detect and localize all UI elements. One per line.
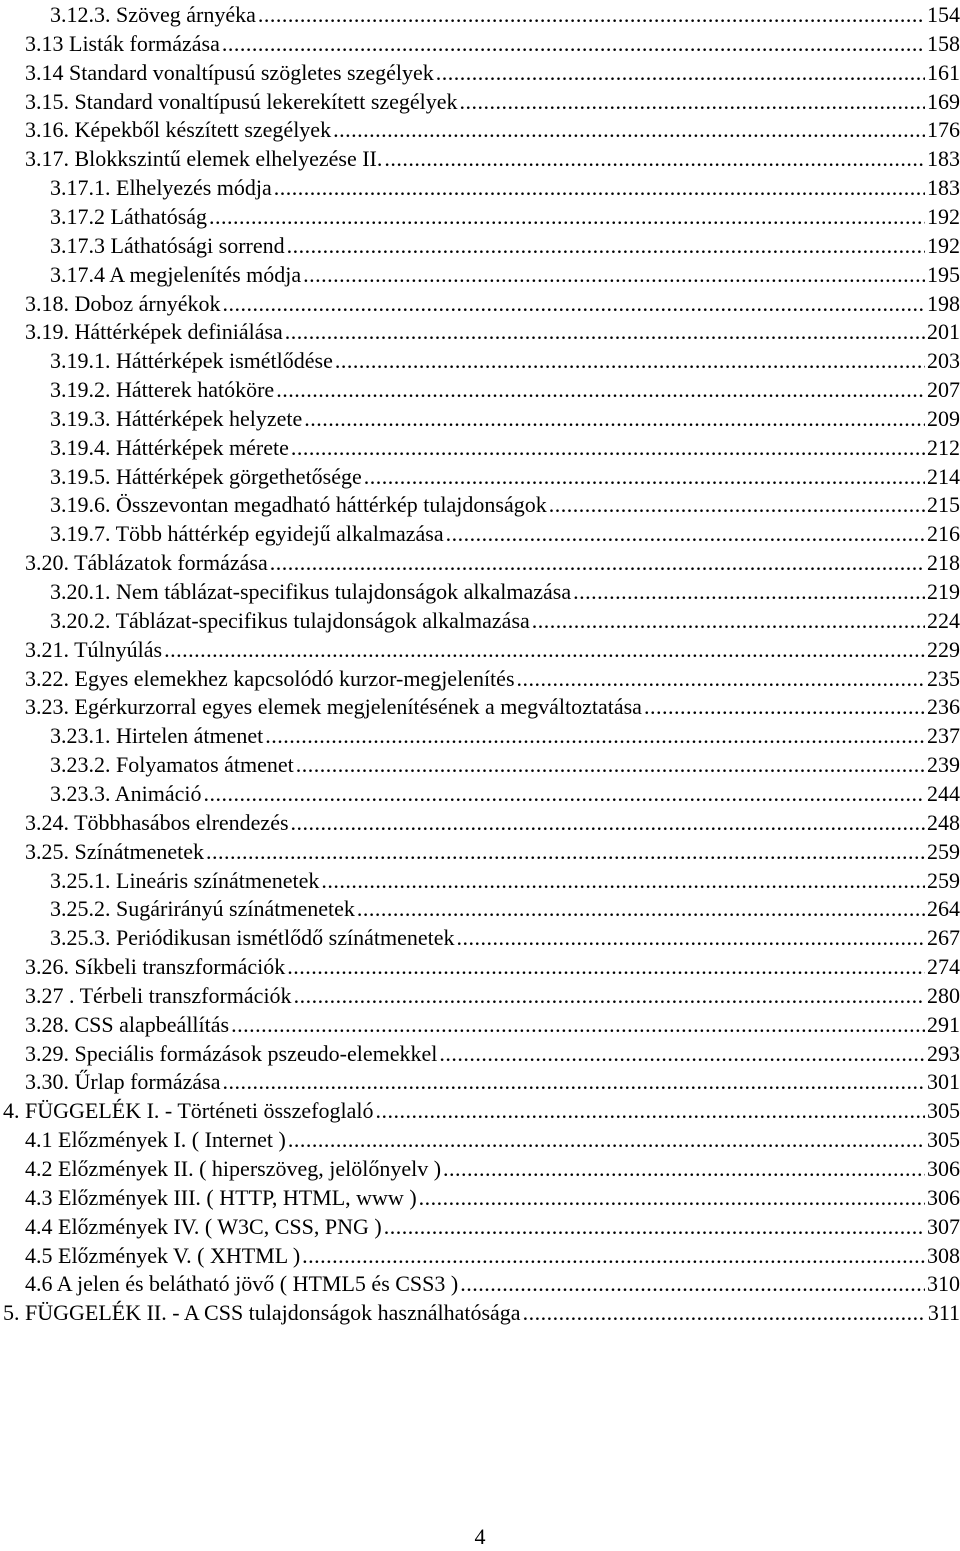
toc-entry-title: 3.17.2 Láthatóság [50, 203, 208, 229]
toc-entry-title: 3.27 . Térbeli transzformációk [25, 982, 292, 1008]
toc-entry-page: 248 [927, 809, 960, 835]
toc-entry-title: 3.19.2. Hátterek hatóköre [50, 377, 275, 403]
toc-dot-leader [384, 144, 925, 173]
toc-dot-leader [265, 721, 925, 750]
toc-entry[interactable] [50, 894, 960, 923]
toc-entry[interactable] [25, 692, 960, 721]
toc-entry-page: 274 [927, 954, 960, 980]
toc-entry[interactable] [25, 144, 960, 173]
toc-entry-title: 3.20.2. Táblázat-specifikus tulajdonságok alkalmazása [50, 607, 530, 633]
toc-entry[interactable] [25, 115, 960, 144]
toc-dot-leader [523, 1298, 926, 1327]
toc-entry[interactable] [50, 231, 960, 260]
toc-dot-leader [231, 1010, 925, 1039]
toc-entry-page: 229 [927, 636, 960, 662]
toc-entry-page: 306 [927, 1156, 960, 1181]
toc-entry[interactable] [25, 952, 960, 981]
toc-entry-title: 3.12.3. Szöveg árnyéka [50, 2, 256, 27]
toc-entry[interactable] [25, 1241, 960, 1270]
toc-entry[interactable] [50, 346, 960, 375]
toc-dot-leader [206, 837, 925, 866]
toc-dot-leader [439, 1039, 925, 1068]
toc-entry[interactable] [50, 779, 960, 808]
toc-dot-leader [304, 404, 925, 433]
toc-dot-leader [436, 58, 925, 87]
toc-dot-leader [296, 750, 925, 779]
toc-entry[interactable] [50, 173, 960, 202]
toc-entry-title: 3.20. Táblázatok formázása [25, 550, 268, 576]
toc-entry-page: 209 [927, 405, 960, 431]
toc-dot-leader [460, 87, 925, 116]
toc-entry-title: 3.14 Standard vonaltípusú szögletes szegélyek [25, 59, 434, 85]
toc-dot-leader [644, 692, 925, 721]
toc-dot-leader [258, 0, 925, 29]
toc-dot-leader [335, 346, 925, 375]
toc-entry[interactable] [25, 808, 960, 837]
toc-entry[interactable] [25, 1183, 960, 1212]
toc-entry[interactable] [25, 29, 960, 58]
toc-dot-leader [460, 1269, 925, 1298]
toc-entry-title: 5. FÜGGELÉK II. - A CSS tulajdonságok használhatósága [3, 1300, 521, 1326]
toc-entry-page: 236 [927, 694, 960, 720]
toc-entry-title: 4.5 Előzmények V. ( XHTML ) [25, 1242, 301, 1268]
toc-entry-title: 3.13 Listák formázása [25, 30, 220, 56]
toc-entry-page: 154 [927, 2, 960, 27]
toc-entry-page: 293 [927, 1040, 960, 1066]
toc-entry[interactable] [25, 58, 960, 87]
toc-entry-page: 215 [927, 492, 960, 518]
toc-entry-page: 219 [927, 579, 960, 604]
toc-entry[interactable] [3, 1298, 960, 1327]
toc-entry-page: 169 [927, 88, 960, 114]
toc-entry-page: 195 [927, 261, 960, 287]
toc-entry-page: 203 [927, 348, 960, 374]
toc-entry-page: 308 [927, 1242, 960, 1268]
toc-dot-leader [549, 490, 925, 519]
toc-dot-leader [517, 664, 926, 693]
toc-entry-title: 3.22. Egyes elemekhez kapcsolódó kurzor-megjelenítés [25, 665, 515, 691]
toc-entry-title: 3.17.3 Láthatósági sorrend [50, 232, 285, 258]
toc-entry-title: 3.19.7. Több háttérkép egyidejű alkalmazása [50, 521, 444, 547]
toc-entry-title: 3.19.1. Háttérképek ismétlődése [50, 348, 333, 374]
toc-entry[interactable] [50, 866, 960, 895]
toc-entry-title: 3.23.1. Hirtelen átmenet [50, 723, 264, 749]
toc-entry[interactable] [25, 289, 960, 318]
toc-entry[interactable] [50, 519, 960, 548]
toc-entry-title: 3.17. Blokkszintű elemek elhelyezése II. [25, 146, 383, 172]
toc-entry-page: 198 [927, 290, 960, 316]
toc-entry-page: 306 [927, 1184, 960, 1210]
toc-dot-leader [573, 577, 925, 606]
toc-entry-title: 3.18. Doboz árnyékok [25, 290, 221, 316]
toc-entry-title: 3.17.4 A megjelenítés módja [50, 261, 302, 287]
toc-dot-leader [222, 1067, 925, 1096]
toc-entry-title: 4.6 A jelen és belátható jövő ( HTML5 és CSS3 ) [25, 1271, 459, 1297]
toc-entry[interactable] [50, 923, 960, 952]
toc-dot-leader [270, 548, 925, 577]
toc-entry-page: 207 [927, 377, 960, 403]
toc-dot-leader [303, 260, 925, 289]
toc-entry[interactable] [50, 202, 960, 231]
toc-entry-page: 310 [927, 1271, 960, 1297]
toc-entry-title: 3.23. Egérkurzorral egyes elemek megjelenítésének a megváltoztatása [25, 694, 642, 720]
toc-entry[interactable] [50, 433, 960, 462]
toc-entry[interactable] [50, 462, 960, 491]
toc-entry-page: 158 [927, 30, 960, 56]
toc-entry[interactable] [25, 87, 960, 116]
toc-dot-leader [302, 1241, 925, 1270]
toc-entry[interactable] [50, 260, 960, 289]
toc-entry[interactable] [50, 606, 960, 635]
toc-entry[interactable] [50, 404, 960, 433]
toc-dot-leader [446, 519, 925, 548]
toc-entry[interactable] [25, 1125, 960, 1154]
toc-entry-title: 3.19.4. Háttérképek mérete [50, 434, 289, 460]
toc-entry-page: 305 [927, 1127, 960, 1153]
toc-dot-leader [288, 1125, 925, 1154]
toc-entry-title: 3.19.3. Háttérképek helyzete [50, 405, 303, 431]
toc-entry[interactable] [50, 577, 960, 606]
toc-entry-page: 305 [927, 1098, 960, 1124]
toc-entry-page: 216 [927, 521, 960, 547]
toc-entry-page: 239 [927, 752, 960, 778]
toc-entry[interactable] [25, 1067, 960, 1096]
toc-dot-leader [291, 433, 925, 462]
toc-entry[interactable] [25, 1212, 960, 1241]
toc-entry[interactable] [25, 981, 960, 1010]
toc-dot-leader [274, 173, 925, 202]
toc-dot-leader [222, 29, 925, 58]
toc-dot-leader [457, 923, 926, 952]
toc-dot-leader [291, 808, 925, 837]
toc-dot-leader [443, 1154, 925, 1183]
toc-dot-leader [294, 981, 925, 1010]
toc-entry[interactable] [25, 317, 960, 346]
toc-entry-page: 183 [927, 146, 960, 172]
toc-entry-page: 183 [927, 175, 960, 201]
toc-dot-leader [209, 202, 925, 231]
toc-dot-leader [357, 894, 925, 923]
page-number: 4 [474, 1524, 486, 1549]
toc-entry-title: 3.19.6. Összevontan megadható háttérkép tulajdonságok [50, 492, 547, 518]
toc-dot-leader [204, 779, 925, 808]
toc-entry[interactable] [50, 0, 960, 29]
toc-entry-title: 3.25.3. Periódikusan ismétlődő színátmenetek [50, 925, 455, 951]
toc-entry-page: 224 [927, 607, 960, 633]
toc-entry[interactable] [25, 548, 960, 577]
toc-entry-title: 3.15. Standard vonaltípusú lekerekített szegélyek [25, 88, 458, 114]
toc-entry[interactable] [50, 750, 960, 779]
toc-entry-title: 3.21. Túlnyúlás [25, 636, 163, 662]
toc-dot-leader [285, 317, 925, 346]
toc-entry-page: 264 [927, 896, 960, 922]
toc-entry-page: 201 [927, 319, 960, 345]
toc-entry-page: 192 [927, 232, 960, 258]
toc-entry-page: 307 [927, 1213, 960, 1239]
toc-entry-title: 3.16. Képekből készített szegélyek [25, 117, 332, 143]
toc-entry-page: 176 [927, 117, 960, 143]
toc-entry-page: 214 [927, 463, 960, 489]
toc-entry-page: 244 [927, 780, 960, 806]
toc-entry-title: 3.26. Síkbeli transzformációk [25, 954, 286, 980]
toc-entry-page: 280 [927, 982, 960, 1008]
toc-entry-title: 3.25. Színátmenetek [25, 838, 205, 864]
toc-entry-title: 3.20.1. Nem táblázat-specifikus tulajdonságok alkalmazása [50, 579, 572, 604]
toc-entry-title: 3.25.1. Lineáris színátmenetek [50, 867, 320, 893]
toc-entry-page: 259 [927, 838, 960, 864]
toc-dot-leader [164, 635, 925, 664]
toc-entry-page: 212 [927, 434, 960, 460]
toc-entry[interactable] [25, 1154, 960, 1183]
toc-entry-title: 3.19.5. Háttérképek görgethetősége [50, 463, 362, 489]
toc-entry-title: 4.2 Előzmények II. ( hiperszöveg, jelölőnyelv ) [25, 1156, 442, 1181]
toc-entry[interactable] [3, 1096, 960, 1125]
toc-entry[interactable] [25, 635, 960, 664]
toc-entry-title: 3.30. Űrlap formázása [25, 1069, 221, 1095]
toc-entry-page: 237 [927, 723, 960, 749]
toc-entry-title: 3.23.3. Animáció [50, 780, 202, 806]
toc-entry[interactable] [25, 1039, 960, 1068]
toc-entry-title: 4.3 Előzmények III. ( HTTP, HTML, www ) [25, 1184, 417, 1210]
toc-dot-leader [384, 1212, 925, 1241]
toc-entry-page: 301 [927, 1069, 960, 1095]
toc-entry[interactable] [50, 721, 960, 750]
toc-entry-title: 3.23.2. Folyamatos átmenet [50, 752, 294, 778]
toc-dot-leader [223, 289, 925, 318]
toc-entry-title: 3.19. Háttérképek definiálása [25, 319, 283, 345]
toc-dot-leader [321, 866, 925, 895]
toc-dot-leader [419, 1183, 925, 1212]
toc-entry-page: 267 [927, 925, 960, 951]
toc-entry-title: 4.4 Előzmények IV. ( W3C, CSS, PNG ) [25, 1213, 382, 1239]
toc-entry-page: 235 [927, 665, 960, 691]
toc-entry[interactable] [25, 1269, 960, 1298]
toc-entry-title: 4. FÜGGELÉK I. - Történeti összefoglaló [3, 1098, 374, 1124]
toc-entry-title: 3.25.2. Sugárirányú színátmenetek [50, 896, 355, 922]
toc-dot-leader [287, 231, 925, 260]
toc-entry-title: 4.1 Előzmények I. ( Internet ) [25, 1127, 286, 1153]
toc-entry-page: 259 [927, 867, 960, 893]
toc-entry-title: 3.24. Többhasábos elrendezés [25, 809, 289, 835]
toc-entry-title: 3.17.1. Elhelyezés módja [50, 175, 272, 201]
toc-entry-page: 311 [927, 1300, 960, 1326]
toc-entry-page: 291 [927, 1011, 960, 1037]
toc-dot-leader [287, 952, 925, 981]
toc-entry-title: 3.28. CSS alapbeállítás [25, 1011, 230, 1037]
toc-entry-page: 192 [927, 203, 960, 229]
toc-entry[interactable] [25, 664, 960, 693]
toc-entry-title: 3.29. Speciális formázások pszeudo-elemekkel [25, 1040, 438, 1066]
toc-dot-leader [333, 115, 925, 144]
toc-dot-leader [375, 1096, 925, 1125]
toc-dot-leader [532, 606, 925, 635]
toc-entry-page: 161 [927, 59, 960, 85]
toc-dot-leader [276, 375, 925, 404]
toc-dot-leader [364, 462, 925, 491]
toc-entry[interactable] [50, 490, 960, 519]
toc-entry[interactable] [25, 1010, 960, 1039]
toc-entry[interactable] [25, 837, 960, 866]
toc-entry[interactable] [50, 375, 960, 404]
toc-entry-page: 218 [927, 550, 960, 576]
